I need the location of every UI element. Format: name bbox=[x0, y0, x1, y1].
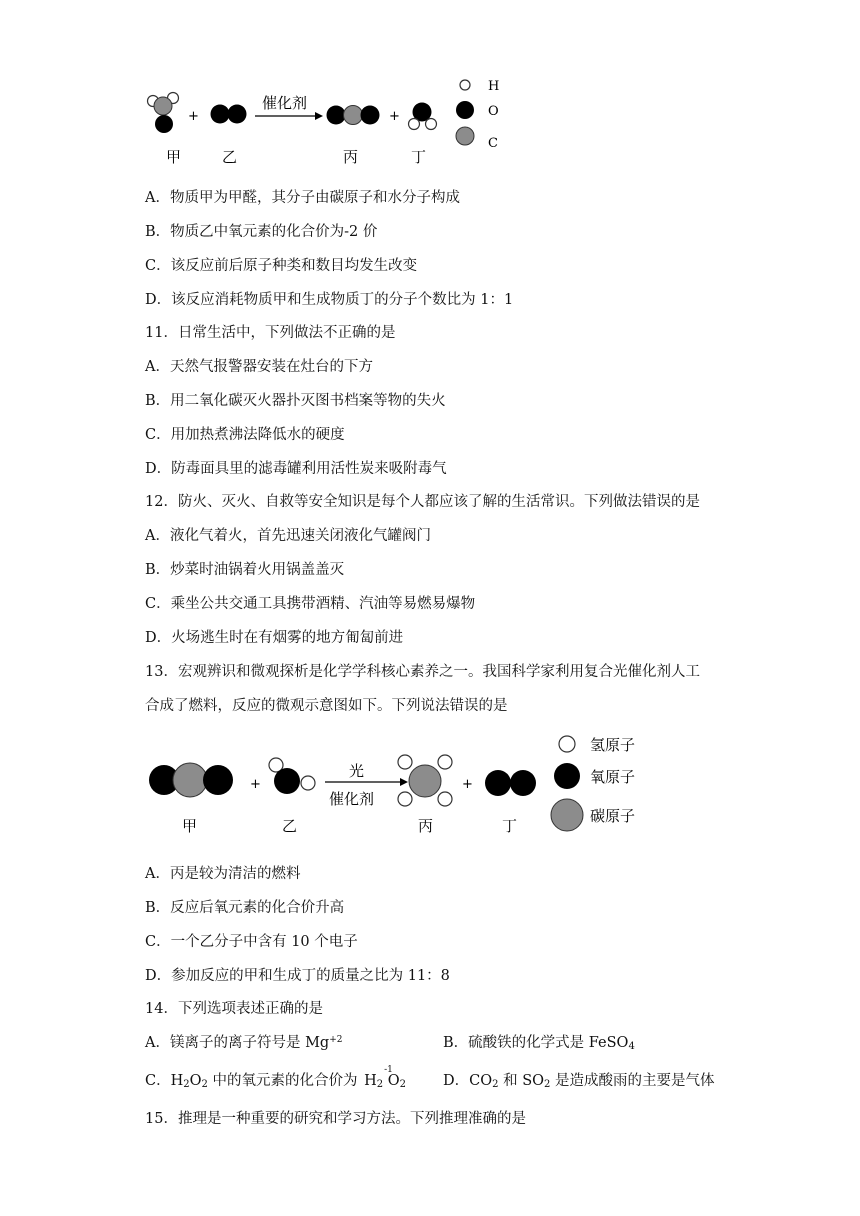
q14-option-c: C．$H_2O_2$ 中的氧元素的化合价为 -1 $H_2$ $O_2$ bbox=[145, 1065, 407, 1090]
legend-oxygen: 氧原子 bbox=[590, 768, 636, 786]
q14-option-a: A．镁离子的离子符号是 $Mg^{+2}$ bbox=[145, 1035, 343, 1051]
label-jia: 甲 bbox=[166, 148, 182, 166]
light-label: 光 bbox=[349, 762, 365, 780]
catalyst-label-2: 催化剂 bbox=[329, 790, 375, 808]
o-atom bbox=[327, 106, 346, 125]
q12-option-c: C．乘坐公共交通工具携带酒精、汽油等易燃易爆物 bbox=[145, 596, 476, 612]
q15-stem: 15．推理是一种重要的研究和学习方法。下列推理准确的是 bbox=[145, 1111, 526, 1127]
q14-option-d: D．$CO_2$ 和 $SO_2$ 是造成酸雨的主要是气体 bbox=[443, 1073, 715, 1090]
svg-text:+: + bbox=[188, 109, 199, 124]
q12-option-d: D．火场逃生时在有烟雾的地方匍匐前进 bbox=[145, 630, 404, 646]
q13-stem-line1: 13．宏观辨识和微观探析是化学学科核心素养之一。我国科学家利用复合光催化剂人工 bbox=[145, 664, 700, 680]
c-atom bbox=[344, 106, 363, 125]
q11-option-d: D．防毒面具里的滤毒罐利用活性炭来吸附毒气 bbox=[145, 461, 447, 477]
svg-text:丙: 丙 bbox=[418, 817, 434, 835]
svg-text:+: + bbox=[462, 777, 473, 792]
q10-option-c: C．该反应前后原子种类和数目均发生改变 bbox=[145, 258, 418, 274]
valence-formula: -1 $H_2$ $O_2$ bbox=[364, 1065, 407, 1090]
q13-option-a: A．丙是较为清洁的燃料 bbox=[145, 866, 301, 882]
q11-stem: 11．日常生活中，下列做法不正确的是 bbox=[145, 325, 396, 341]
label-bing: 丙 bbox=[343, 148, 359, 166]
c-atom bbox=[154, 97, 172, 115]
q11-option-b: B．用二氧化碳灭火器扑灭图书档案等物的失火 bbox=[145, 393, 446, 409]
q12-option-b: B．炒菜时油锅着火用锅盖盖灭 bbox=[145, 562, 345, 578]
q11-option-a: A．天然气报警器安装在灶台的下方 bbox=[145, 359, 373, 375]
q14-option-b: B．硫酸铁的化学式是 FeSO$_4$ bbox=[443, 1035, 635, 1052]
svg-text:丁: 丁 bbox=[502, 817, 518, 835]
q10-option-a: A．物质甲为甲醛，其分子由碳原子和水分子构成 bbox=[145, 190, 460, 206]
label-yi: 乙 bbox=[222, 148, 238, 166]
h-atom bbox=[409, 119, 420, 130]
q12-option-a: A．液化气着火，首先迅速关闭液化气罐阀门 bbox=[145, 528, 431, 544]
svg-text:+: + bbox=[250, 777, 261, 792]
svg-text:乙: 乙 bbox=[282, 817, 298, 835]
reaction-diagram-1 bbox=[0, 0, 860, 180]
q13-stem-line2: 合成了燃料，反应的微观示意图如下。下列说法错误的是 bbox=[145, 698, 508, 714]
o-atom bbox=[155, 115, 173, 133]
q14-stem: 14．下列选项表述正确的是 bbox=[145, 1001, 323, 1017]
q13-option-b: B．反应后氧元素的化合价升高 bbox=[145, 900, 345, 916]
h-atom bbox=[426, 119, 437, 130]
q13-option-d: D．参加反应的甲和生成丁的质量之比为 11：8 bbox=[145, 968, 450, 984]
legend-carbon: 碳原子 bbox=[590, 807, 636, 825]
svg-text:+: + bbox=[389, 109, 400, 124]
legend-h: H bbox=[488, 79, 500, 94]
q13-option-c: C．一个乙分子中含有 10 个电子 bbox=[145, 934, 358, 950]
reaction-diagram-2 bbox=[0, 725, 860, 855]
q10-option-d: D．该反应消耗物质甲和生成物质丁的分子个数比为 1：1 bbox=[145, 292, 514, 308]
o-atom bbox=[211, 105, 230, 124]
label-ding: 丁 bbox=[411, 148, 427, 166]
legend-c: C bbox=[488, 136, 498, 151]
o-atom bbox=[361, 106, 380, 125]
catalyst-label: 催化剂 bbox=[262, 94, 308, 112]
legend-o: O bbox=[488, 104, 499, 119]
legend-hydrogen: 氢原子 bbox=[590, 736, 636, 754]
q12-stem: 12．防火、灭火、自救等安全知识是每个人都应该了解的生活常识。下列做法错误的是 bbox=[145, 494, 700, 510]
q11-option-c: C．用加热煮沸法降低水的硬度 bbox=[145, 427, 345, 443]
svg-text:甲: 甲 bbox=[182, 817, 198, 835]
q10-option-b: B．物质乙中氧元素的化合价为-2 价 bbox=[145, 224, 378, 240]
o-atom bbox=[228, 105, 247, 124]
